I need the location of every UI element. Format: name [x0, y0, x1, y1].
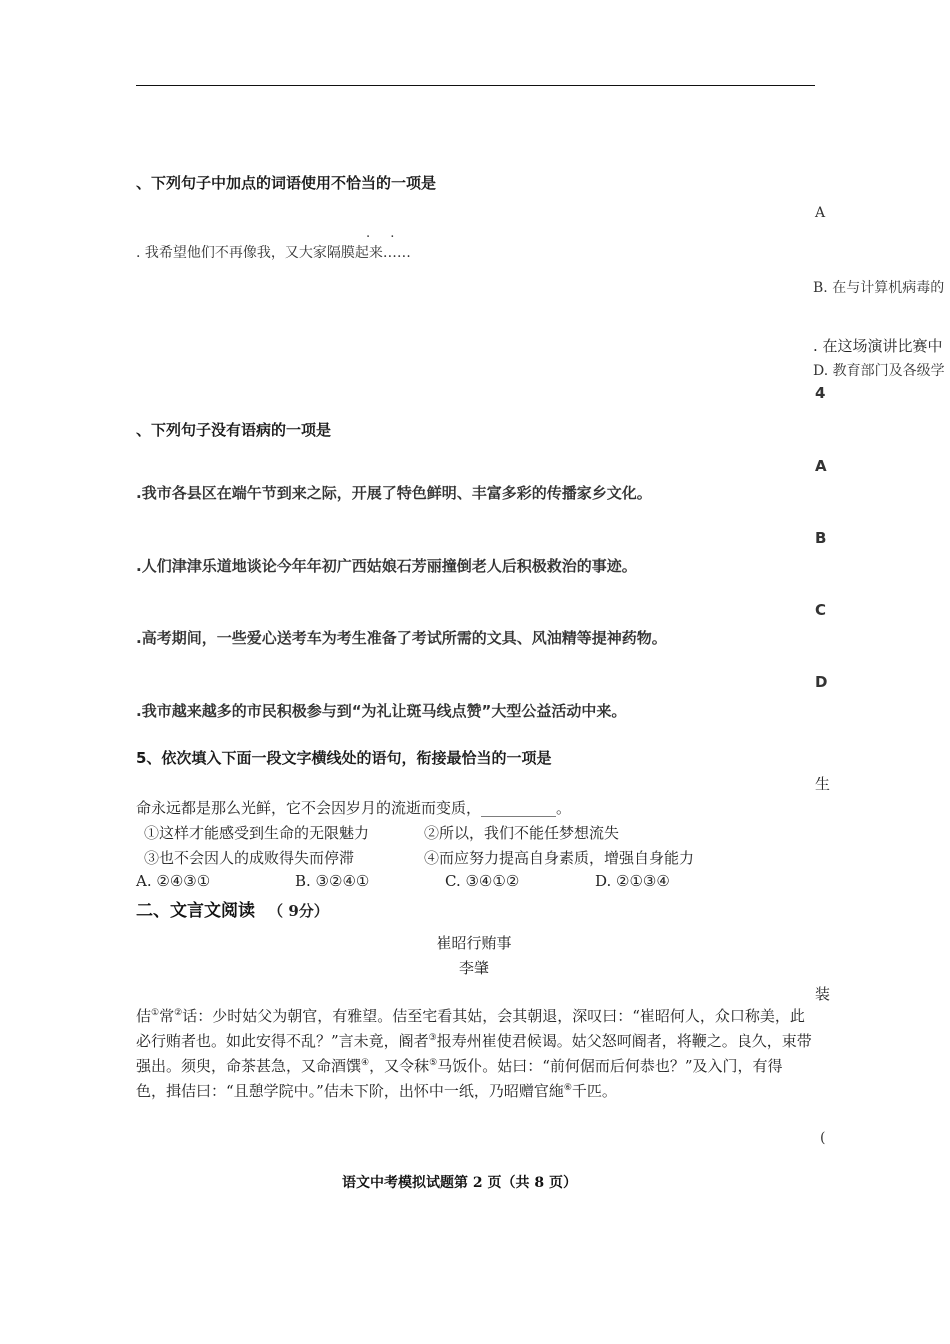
footnote-mark-4: ④ [361, 1058, 370, 1068]
page-footer: 语文中考模拟试题第 2 页（共 8 页） [342, 1175, 577, 1191]
q4-option-c: .高考期间，一些爱心送考车为考生准备了考试所需的文具、风油精等提神药物。 [136, 629, 667, 647]
q5-choice-b: B. ③②④① [295, 872, 370, 890]
q5-item-1: ①这样才能感受到生命的无限魅力 [144, 824, 370, 842]
q5-choice-c: C. ③④①② [445, 872, 520, 890]
q5-choice-d: D. ②①③④ [595, 872, 670, 890]
q4-letter-d: D [815, 673, 828, 691]
article-title: 崔昭行贿事 [436, 934, 512, 952]
q4-letter-a: A [815, 457, 827, 475]
q4-option-d: .我市越来越多的市民积极参与到“为礼让斑马线点赞”大型公益活动中来。 [136, 702, 627, 720]
q5-stem: 5、依次填入下面一段文字横线处的语句，衔接最恰当的一项是 [136, 749, 552, 767]
article-author: 李肇 [458, 959, 489, 977]
q3-side-d: D. 教育部门及各级学 [813, 363, 945, 379]
footnote-mark-5: ⑤ [429, 1058, 438, 1068]
q3-stem: 、下列句子中加点的词语使用不恰当的一项是 [136, 174, 437, 192]
q5-item-4: ④而应努力提高自身素质，增强自身能力 [424, 849, 695, 867]
article-paragraph: 佶①常②话：少时姑父为朝官，有雅望。佶至宅看其姑，会其朝退，深叹曰：“崔昭何人，众口称美，此必行贿者也。如此安得不乱？”言未竟，阍者③报寿州崔使君候谒。姑父怒呵阍者，将鞭之。良久，束带强出。须臾，命茶甚急，又命酒馔④，又令秣⑤马饭仆。姑曰：“前何倨而后何恭也？”及入门，有得色，揖佶曰：“且憩学院中。”佶未下阶，出怀中一纸，乃昭赠官絁⑥千匹。 [136, 1007, 812, 1100]
q3-option-a: . 我希望他们不再像我，又大家隔膜起来…… [136, 245, 411, 261]
footnote-mark-1: ① [151, 1008, 160, 1018]
q4-option-a: .我市各县区在端午节到来之际，开展了特色鲜明、丰富多彩的传播家乡文化。 [136, 484, 652, 502]
section2-title: 二、文言文阅读 [136, 901, 255, 921]
section2-score: （ 9分） [268, 902, 329, 920]
q5-item-2: ②所以，我们不能任梦想流失 [424, 824, 620, 842]
footnote-mark-3: ③ [428, 1033, 437, 1043]
side-mark-paren: ( [820, 1130, 826, 1146]
q4-option-b: .人们津津乐道地谈论今年年初广西姑娘石芳丽撞倒老人后积极救治的事迹。 [136, 557, 637, 575]
side-mark-sheng: 生 [815, 775, 831, 793]
header-rule [136, 85, 815, 86]
q5-passage: 命永远都是那么光鲜，它不会因岁月的流逝而变质，__________。 [136, 799, 572, 817]
side-mark-zhuang: 装 [815, 985, 831, 1003]
footnote-mark-6: ⑥ [563, 1083, 572, 1093]
q3-side-b: B. 在与计算机病毒的 [813, 280, 945, 296]
section2-heading [136, 896, 329, 921]
q3-side-c: . 在这场演讲比赛中 [813, 337, 943, 355]
footnote-mark-2: ② [174, 1008, 183, 1018]
q4-letter-c: C [815, 601, 827, 619]
q4-number: 4 [815, 384, 826, 402]
q3-emphasis-dots: . . [366, 226, 403, 241]
q4-letter-b: B [815, 529, 827, 547]
q5-choice-a: A. ②④③① [136, 872, 211, 890]
q3-side-a: A [815, 205, 826, 221]
q5-item-3: ③也不会因人的成败得失而停滞 [144, 849, 355, 867]
q4-stem: 、下列句子没有语病的一项是 [136, 421, 332, 439]
